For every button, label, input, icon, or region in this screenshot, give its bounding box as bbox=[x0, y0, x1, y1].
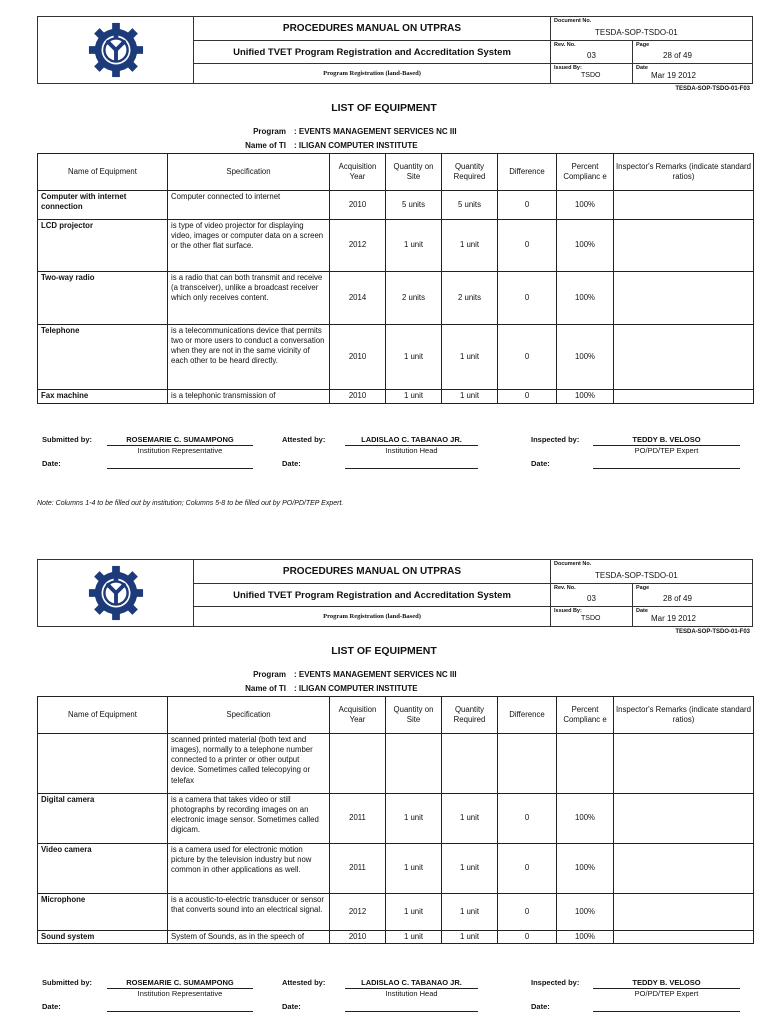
submitted-name: ROSEMARIE C. SUMAMPONG bbox=[126, 435, 234, 444]
equipment-spec: Computer connected to internet bbox=[168, 191, 330, 220]
inspected-name: TEDDY B. VELOSO bbox=[632, 435, 701, 444]
ti-label: Name of TI bbox=[245, 141, 286, 150]
ti-value: : ILIGAN COMPUTER INSTITUTE bbox=[294, 141, 418, 150]
equipment-name: Fax machine bbox=[38, 390, 168, 404]
ti-value: : ILIGAN COMPUTER INSTITUTE bbox=[294, 684, 418, 693]
attested-label: Attested by: bbox=[282, 435, 326, 444]
section-title: Program Registration (land-Based) bbox=[323, 70, 421, 77]
table-row bbox=[38, 220, 754, 272]
date-value: Mar 19 2012 bbox=[651, 614, 696, 623]
difference: 0 bbox=[498, 390, 557, 404]
qty-onsite: 1 unit bbox=[386, 844, 442, 894]
acquisition-year: 2010 bbox=[330, 931, 386, 944]
list-title: LIST OF EQUIPMENT bbox=[331, 645, 437, 657]
header-title-block bbox=[194, 560, 551, 626]
inspector-remarks bbox=[614, 325, 754, 390]
difference: 0 bbox=[498, 191, 557, 220]
equipment-spec: is type of video projector for displaying video, images or computer data on a screen or the other flat surface. bbox=[168, 220, 330, 272]
document-page-2 bbox=[0, 543, 768, 1024]
qty-required: 1 unit bbox=[442, 390, 498, 404]
equipment-name: Sound system bbox=[38, 931, 168, 944]
equipment-spec: is a telephonic transmission of bbox=[168, 390, 330, 404]
col-diff-header: Difference bbox=[498, 154, 557, 191]
rev-label: Rev. No. bbox=[554, 42, 576, 48]
issued-value: TSDO bbox=[581, 615, 601, 622]
col-onsite-header: Quantity on Site bbox=[386, 697, 442, 734]
equipment-name: LCD projector bbox=[38, 220, 168, 272]
submitted-date-label: Date: bbox=[42, 459, 61, 468]
program-label: Program bbox=[253, 127, 286, 136]
acquisition-year bbox=[330, 734, 386, 794]
table-row bbox=[38, 390, 754, 404]
inspected-role: PO/PD/TEP Expert bbox=[634, 989, 699, 998]
table-row bbox=[38, 325, 754, 390]
tesda-gear-logo-icon bbox=[87, 564, 145, 622]
page-value: 28 of 49 bbox=[663, 594, 692, 603]
inspected-role: PO/PD/TEP Expert bbox=[634, 446, 699, 455]
table-row bbox=[38, 191, 754, 220]
rev-label: Rev. No. bbox=[554, 585, 576, 591]
acquisition-year: 2010 bbox=[330, 191, 386, 220]
qty-onsite: 1 unit bbox=[386, 325, 442, 390]
acquisition-year: 2011 bbox=[330, 794, 386, 844]
col-name-header: Name of Equipment bbox=[38, 697, 168, 734]
percent-compliance bbox=[557, 734, 614, 794]
manual-title: PROCEDURES MANUAL ON UTPRAS bbox=[194, 17, 550, 41]
col-pct-header: Percent Complianc e bbox=[557, 154, 614, 191]
qty-onsite: 1 unit bbox=[386, 390, 442, 404]
table-row bbox=[38, 794, 754, 844]
table-header-row bbox=[38, 697, 754, 734]
qty-required bbox=[442, 734, 498, 794]
qty-onsite: 5 units bbox=[386, 191, 442, 220]
footnote: Note: Columns 1-4 to be filled out by institution; Columns 5-8 to be filled out by PO/PD/TEP Expert. bbox=[37, 500, 344, 507]
system-title: Unified TVET Program Registration and Accreditation System bbox=[194, 41, 550, 64]
percent-compliance: 100% bbox=[557, 325, 614, 390]
difference: 0 bbox=[498, 894, 557, 931]
acquisition-year: 2011 bbox=[330, 844, 386, 894]
inspector-remarks bbox=[614, 894, 754, 931]
equipment-spec: is a radio that can both transmit and receive (a transceiver), unlike a broadcast receiver which only receives content. bbox=[168, 272, 330, 325]
inspector-remarks bbox=[614, 191, 754, 220]
submitted-name: ROSEMARIE C. SUMAMPONG bbox=[126, 978, 234, 987]
date-value: Mar 19 2012 bbox=[651, 71, 696, 80]
attested-label: Attested by: bbox=[282, 978, 326, 987]
issued-label: Issued By: bbox=[554, 65, 582, 71]
difference: 0 bbox=[498, 931, 557, 944]
qty-required: 1 unit bbox=[442, 894, 498, 931]
section-title: Program Registration (land-Based) bbox=[323, 613, 421, 620]
percent-compliance: 100% bbox=[557, 844, 614, 894]
qty-required: 1 unit bbox=[442, 794, 498, 844]
percent-compliance: 100% bbox=[557, 931, 614, 944]
inspector-remarks bbox=[614, 794, 754, 844]
equipment-spec: is a camera that takes video or still photographs by recording images on an electronic image sensor. Sometimes called digicam. bbox=[168, 794, 330, 844]
list-title: LIST OF EQUIPMENT bbox=[331, 102, 437, 114]
acquisition-year: 2012 bbox=[330, 220, 386, 272]
qty-required: 5 units bbox=[442, 191, 498, 220]
rev-value: 03 bbox=[587, 594, 596, 603]
difference: 0 bbox=[498, 272, 557, 325]
qty-required: 1 unit bbox=[442, 325, 498, 390]
form-code: TESDA-SOP-TSDO-01-F03 bbox=[675, 86, 750, 92]
system-title: Unified TVET Program Registration and Accreditation System bbox=[194, 584, 550, 607]
percent-compliance: 100% bbox=[557, 191, 614, 220]
equipment-spec: is a telecommunications device that permits two or more users to conduct a conversation when they are not in the same vicinity of each other to be heard directly. bbox=[168, 325, 330, 390]
col-required-header: Quantity Required bbox=[442, 697, 498, 734]
col-remarks-header: Inspector's Remarks (indicate standard ratios) bbox=[614, 154, 754, 191]
col-spec-header: Specification bbox=[168, 154, 330, 191]
equipment-spec: System of Sounds, as in the speech of bbox=[168, 931, 330, 944]
document-meta bbox=[551, 17, 752, 83]
qty-onsite: 1 unit bbox=[386, 794, 442, 844]
doc-no-label: Document No. bbox=[554, 18, 592, 24]
inspector-remarks bbox=[614, 734, 754, 794]
issued-label: Issued By: bbox=[554, 608, 582, 614]
inspected-name: TEDDY B. VELOSO bbox=[632, 978, 701, 987]
doc-no-value: TESDA-SOP-TSDO-01 bbox=[595, 571, 678, 580]
logo-cell bbox=[38, 17, 194, 83]
doc-no-label: Document No. bbox=[554, 561, 592, 567]
equipment-spec: is a camera used for electronic motion picture by the television industry but now common in other applications as well. bbox=[168, 844, 330, 894]
signature-block bbox=[0, 433, 768, 473]
document-header bbox=[37, 16, 753, 84]
qty-onsite bbox=[386, 734, 442, 794]
inspected-label: Inspected by: bbox=[531, 435, 580, 444]
issued-value: TSDO bbox=[581, 72, 601, 79]
qty-onsite: 1 unit bbox=[386, 931, 442, 944]
form-code: TESDA-SOP-TSDO-01-F03 bbox=[675, 629, 750, 635]
inspector-remarks bbox=[614, 390, 754, 404]
inspected-date-label: Date: bbox=[531, 459, 550, 468]
inspected-label: Inspected by: bbox=[531, 978, 580, 987]
col-remarks-header: Inspector's Remarks (indicate standard ratios) bbox=[614, 697, 754, 734]
table-row bbox=[38, 894, 754, 931]
header-title-block bbox=[194, 17, 551, 83]
tesda-gear-logo-icon bbox=[87, 21, 145, 79]
inspector-remarks bbox=[614, 272, 754, 325]
equipment-table bbox=[37, 153, 754, 404]
attested-date-label: Date: bbox=[282, 459, 301, 468]
table-row bbox=[38, 734, 754, 794]
page-value: 28 of 49 bbox=[663, 51, 692, 60]
manual-title: PROCEDURES MANUAL ON UTPRAS bbox=[194, 560, 550, 584]
acquisition-year: 2012 bbox=[330, 894, 386, 931]
col-pct-header: Percent Complianc e bbox=[557, 697, 614, 734]
col-required-header: Quantity Required bbox=[442, 154, 498, 191]
date-label: Date bbox=[636, 608, 648, 614]
ti-label: Name of TI bbox=[245, 684, 286, 693]
difference: 0 bbox=[498, 794, 557, 844]
submitted-date-label: Date: bbox=[42, 1002, 61, 1011]
document-meta bbox=[551, 560, 752, 626]
qty-required: 1 unit bbox=[442, 844, 498, 894]
attested-role: Institution Head bbox=[385, 446, 438, 455]
col-year-header: Acquisition Year bbox=[330, 697, 386, 734]
equipment-name bbox=[38, 734, 168, 794]
equipment-spec: is a acoustic-to-electric transducer or sensor that converts sound into an electrical signal. bbox=[168, 894, 330, 931]
submitted-label: Submitted by: bbox=[42, 978, 92, 987]
qty-onsite: 2 units bbox=[386, 272, 442, 325]
program-value: : EVENTS MANAGEMENT SERVICES NC III bbox=[294, 127, 457, 136]
col-name-header: Name of Equipment bbox=[38, 154, 168, 191]
submitted-role: Institution Representative bbox=[137, 989, 223, 998]
attested-role: Institution Head bbox=[385, 989, 438, 998]
qty-required: 2 units bbox=[442, 272, 498, 325]
logo-cell bbox=[38, 560, 194, 626]
acquisition-year: 2014 bbox=[330, 272, 386, 325]
submitted-role: Institution Representative bbox=[137, 446, 223, 455]
qty-onsite: 1 unit bbox=[386, 894, 442, 931]
inspector-remarks bbox=[614, 931, 754, 944]
acquisition-year: 2010 bbox=[330, 390, 386, 404]
percent-compliance: 100% bbox=[557, 220, 614, 272]
table-row bbox=[38, 931, 754, 944]
equipment-name: Microphone bbox=[38, 894, 168, 931]
qty-required: 1 unit bbox=[442, 220, 498, 272]
difference bbox=[498, 734, 557, 794]
acquisition-year: 2010 bbox=[330, 325, 386, 390]
table-row bbox=[38, 272, 754, 325]
difference: 0 bbox=[498, 325, 557, 390]
attested-name: LADISLAO C. TABANAO JR. bbox=[361, 435, 462, 444]
attested-name: LADISLAO C. TABANAO JR. bbox=[361, 978, 462, 987]
percent-compliance: 100% bbox=[557, 894, 614, 931]
col-onsite-header: Quantity on Site bbox=[386, 154, 442, 191]
page-label: Page bbox=[636, 42, 650, 48]
rev-value: 03 bbox=[587, 51, 596, 60]
equipment-spec: scanned printed material (both text and images), normally to a telephone number connected to a printer or other output device. Sometimes called telecopying or telefax bbox=[168, 734, 330, 794]
table-header-row bbox=[38, 154, 754, 191]
program-label: Program bbox=[253, 670, 286, 679]
table-row bbox=[38, 844, 754, 894]
col-spec-header: Specification bbox=[168, 697, 330, 734]
equipment-name: Telephone bbox=[38, 325, 168, 390]
difference: 0 bbox=[498, 220, 557, 272]
equipment-table bbox=[37, 696, 754, 944]
equipment-name: Computer with internet connection bbox=[38, 191, 168, 220]
difference: 0 bbox=[498, 844, 557, 894]
inspector-remarks bbox=[614, 220, 754, 272]
program-value: : EVENTS MANAGEMENT SERVICES NC III bbox=[294, 670, 457, 679]
equipment-name: Video camera bbox=[38, 844, 168, 894]
attested-date-label: Date: bbox=[282, 1002, 301, 1011]
percent-compliance: 100% bbox=[557, 272, 614, 325]
qty-onsite: 1 unit bbox=[386, 220, 442, 272]
percent-compliance: 100% bbox=[557, 794, 614, 844]
qty-required: 1 unit bbox=[442, 931, 498, 944]
date-label: Date bbox=[636, 65, 648, 71]
percent-compliance: 100% bbox=[557, 390, 614, 404]
equipment-name: Digital camera bbox=[38, 794, 168, 844]
col-year-header: Acquisition Year bbox=[330, 154, 386, 191]
doc-no-value: TESDA-SOP-TSDO-01 bbox=[595, 28, 678, 37]
document-header bbox=[37, 559, 753, 627]
inspector-remarks bbox=[614, 844, 754, 894]
inspected-date-label: Date: bbox=[531, 1002, 550, 1011]
page-label: Page bbox=[636, 585, 650, 591]
signature-block bbox=[0, 976, 768, 1016]
col-diff-header: Difference bbox=[498, 697, 557, 734]
submitted-label: Submitted by: bbox=[42, 435, 92, 444]
equipment-name: Two-way radio bbox=[38, 272, 168, 325]
